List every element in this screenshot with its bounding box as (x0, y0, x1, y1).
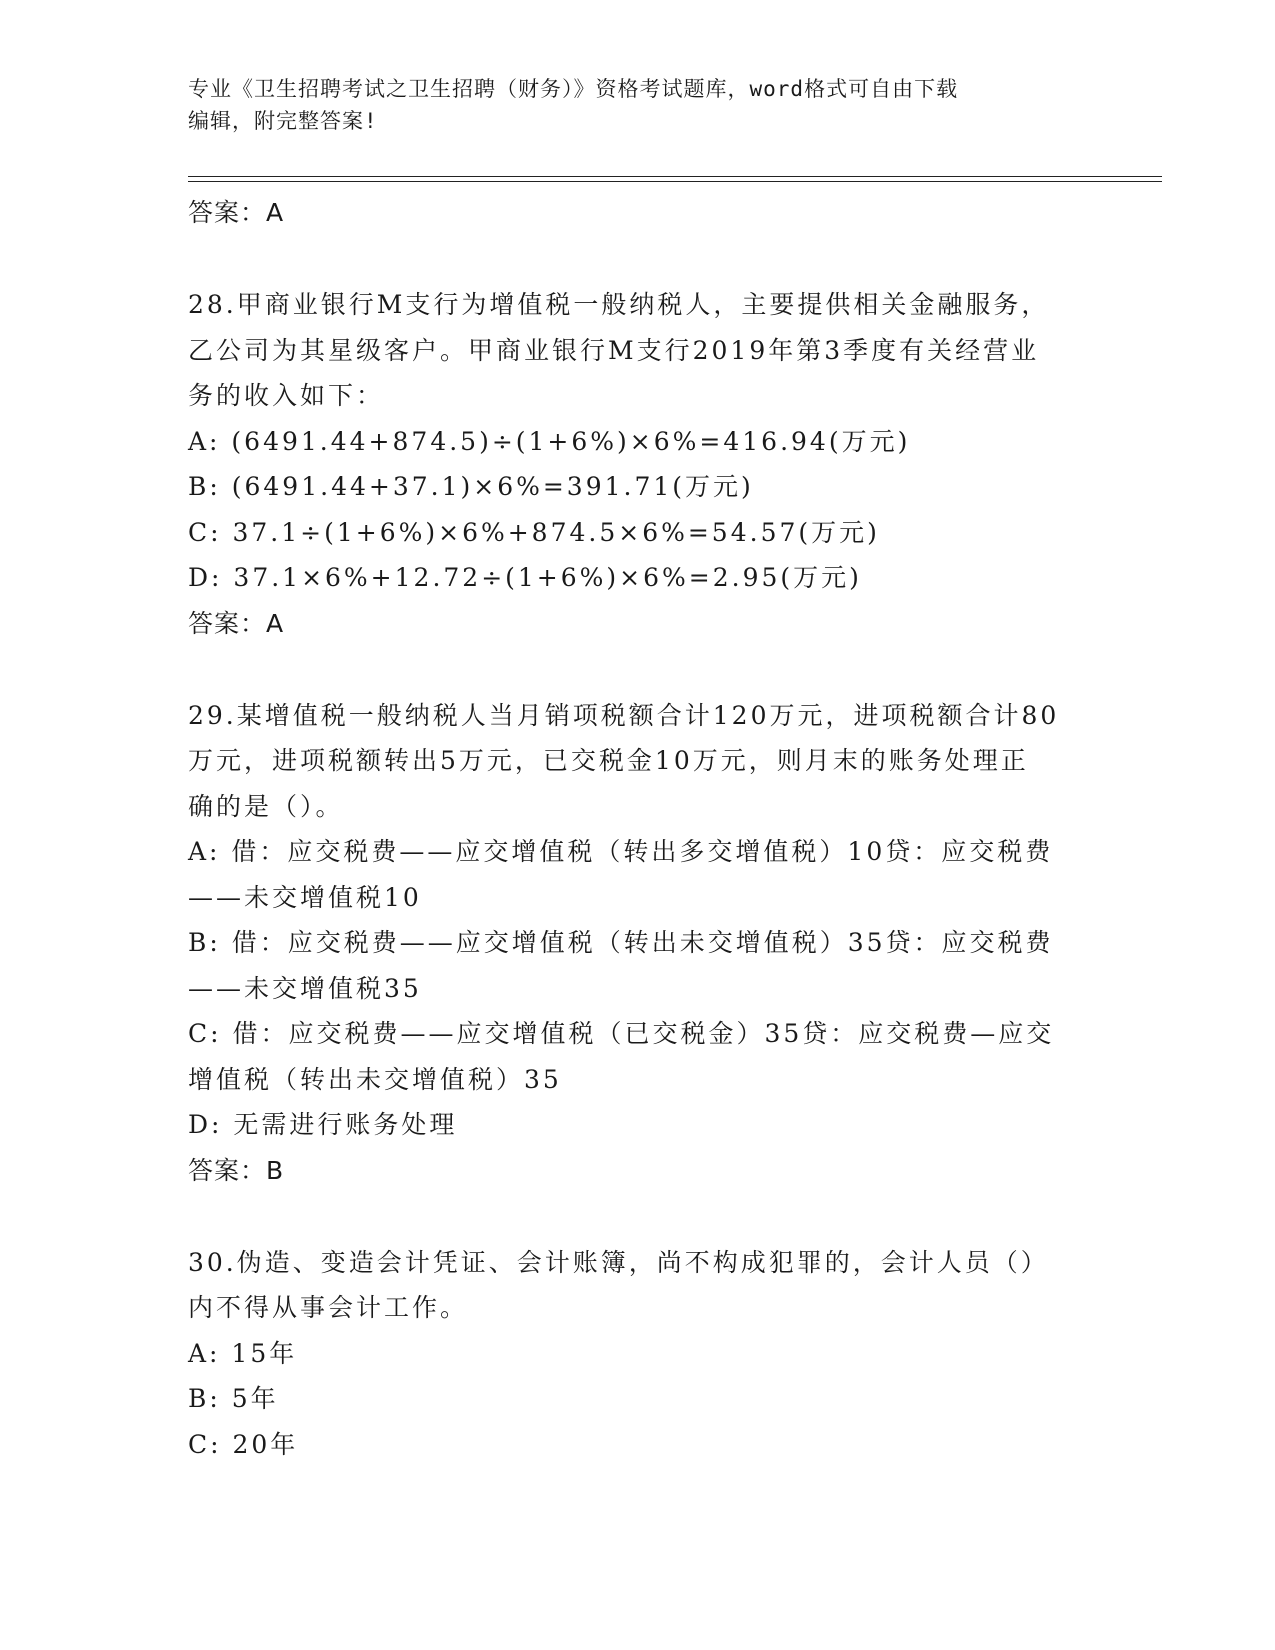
option-d: D: 37.1×6%+12.72÷(1+6%)×6%=2.95(万元) (188, 563, 862, 592)
question-stem-line: 28.甲商业银行M支行为增值税一般纳税人，主要提供相关金融服务， (188, 290, 1050, 319)
question-stem-line: 确的是（）。 (188, 791, 344, 821)
option-b-continued: ——未交增值税35 (188, 973, 422, 1003)
question-stem-line: 务的收入如下： (188, 381, 385, 410)
question-28 (188, 282, 1088, 647)
option-b: B: 5年 (188, 1384, 279, 1413)
question-30 (188, 1240, 1088, 1468)
option-a: A: 借：应交税费——应交增值税（转出多交增值税）10贷：应交税费 (188, 837, 1054, 866)
header-divider-top (188, 176, 1162, 177)
question-29 (188, 693, 1088, 1194)
document-header (188, 73, 1088, 137)
option-c: C: 20年 (188, 1429, 299, 1459)
answer-q27: 答案：A (188, 198, 285, 227)
option-d: D: 无需进行账务处理 (188, 1110, 458, 1139)
question-stem-line: 万元，进项税额转出5万元，已交税金10万元，则月末的账务处理正 (188, 746, 1029, 775)
question-stem-line: 乙公司为其星级客户。甲商业银行M支行2019年第3季度有关经营业 (188, 335, 1040, 365)
question-list (188, 190, 1088, 1467)
option-b: B: (6491.44+37.1)×6%=391.71(万元) (188, 472, 754, 501)
option-c-continued: 增值税（转出未交增值税）35 (188, 1064, 562, 1094)
question-stem-line: 29.某增值税一般纳税人当月销项税额合计120万元，进项税额合计80 (188, 700, 1060, 730)
answer-q29: 答案：B (188, 1155, 285, 1185)
option-a: A: (6491.44+874.5)÷(1+6%)×6%=416.94(万元) (188, 426, 911, 456)
option-a-continued: ——未交增值税10 (188, 882, 422, 912)
answer-q28: 答案：A (188, 608, 285, 638)
question-stem-line: 30.伪造、变造会计凭证、会计账簿，尚不构成犯罪的，会计人员（） (188, 1247, 1049, 1277)
option-c: C: 37.1÷(1+6%)×6%+874.5×6%=54.57(万元) (188, 517, 880, 547)
header-divider-bottom (188, 181, 1162, 182)
header-line-2: 编辑，附完整答案! (188, 109, 378, 133)
question-stem-line: 内不得从事会计工作。 (188, 1293, 469, 1322)
option-c: C: 借：应交税费——应交增值税（已交税金）35贷：应交税费—应交 (188, 1019, 1055, 1048)
header-line-1: 专业《卫生招聘考试之卫生招聘（财务）》资格考试题库，word格式可自由下载 (188, 77, 959, 101)
option-a: A: 15年 (188, 1338, 298, 1368)
option-b: B: 借：应交税费——应交增值税（转出未交增值税）35贷：应交税费 (188, 928, 1054, 957)
